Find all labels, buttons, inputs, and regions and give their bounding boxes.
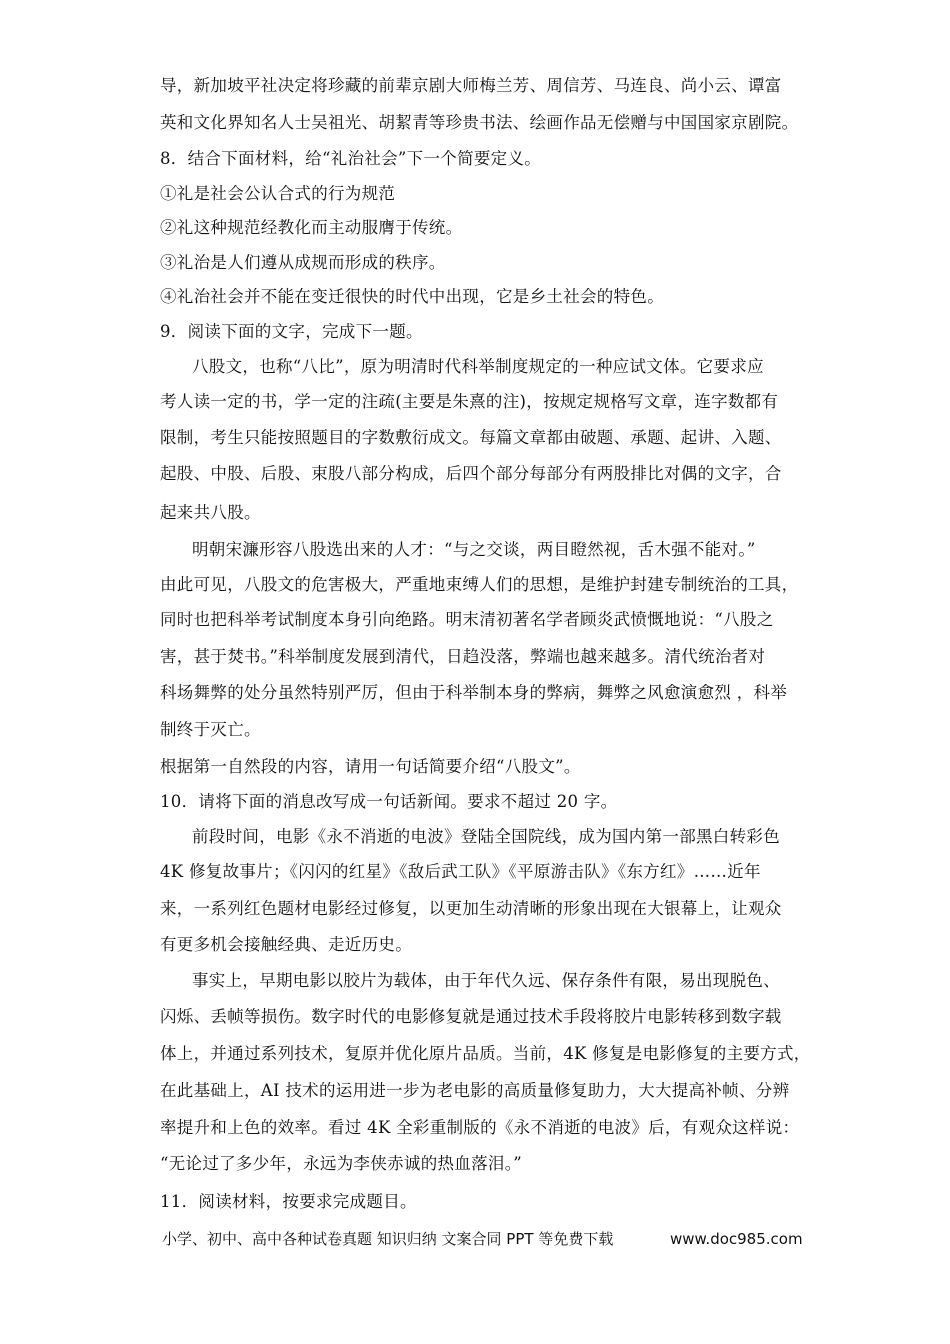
paragraph-line: 同时也把科举考试制度本身引向绝路。明末清初著名学者顾炎武愤慨地说：“八股之 [160,610,774,629]
page-footer [162,1229,802,1249]
footer-site-link[interactable]: www.doc985.com [670,1230,803,1248]
question-prompt: 根据第一自然段的内容，请用一句话简要介绍“八股文”。 [160,757,581,776]
text-line: 导，新加坡平社决定将珍藏的前辈京剧大师梅兰芳、周信芳、马连良、尚小云、谭富 [160,76,782,95]
footer-text: 小学、初中、高中各种试卷真题 知识归纳 文案合同 PPT 等免费下载 [162,1230,614,1248]
paragraph-line: 有更多机会接触经典、走近历史。 [160,935,412,954]
paragraph-line: 限制，考生只能按照题目的字数敷衍成文。每篇文章都由破题、承题、起讲、入题、 [160,428,782,447]
paragraph-line: 由此可见，八股文的危害极大，严重地束缚人们的思想，是维护封建专制统治的工具， [160,575,799,594]
paragraph-line: 科场舞弊的处分虽然特别严厉，但由于科举制本身的弊病，舞弊之风愈演愈烈 ，科举 [160,683,788,702]
paragraph-line: 在此基础上，AI 技术的运用进一步为老电影的高质量修复助力，大大提高补帧、分辨 [160,1081,790,1100]
list-item: ③礼治是人们遵从成规而形成的秩序。 [160,253,446,272]
paragraph-line: 起股、中股、后股、束股八部分构成，后四个部分每部分有两股排比对偶的文字，合 [160,464,782,483]
list-item: ④礼治社会并不能在变迁很快的时代中出现，它是乡土社会的特色。 [160,287,664,306]
question-10: 10．请将下面的消息改写成一句话新闻。要求不超过 20 字。 [160,792,618,811]
paragraph-line: 4K 修复故事片；《闪闪的红星》《敌后武工队》《平原游击队》《东方红》……近年 [160,862,761,881]
paragraph-line: 闪烁、丢帧等损伤。数字时代的电影修复就是通过技术手段将胶片电影转移到数字载 [160,1007,782,1026]
paragraph-line: 前段时间，电影《永不消逝的电波》登陆全国院线，成为国内第一部黑白转彩色 [192,827,780,846]
paragraph-line: 明朝宋濂形容八股选出来的人才：“与之交谈，两目瞪然视，舌木强不能对。” [192,540,756,559]
list-item: ②礼这种规范经教化而主动服膺于传统。 [160,218,463,237]
paragraph-line: 害，甚于焚书。”科举制度发展到清代，日趋没落，弊端也越来越多。清代统治者对 [160,647,766,666]
paragraph-line: 率提升和上色的效率。看过 4K 全彩重制版的《永不消逝的电波》后，有观众这样说： [160,1118,800,1137]
question-9: 9．阅读下面的文字，完成下一题。 [160,322,423,341]
question-8: 8．结合下面材料，给“礼治社会”下一个简要定义。 [160,149,542,168]
paragraph-line: 事实上，早期电影以胶片为载体，由于年代久远、保存条件有限，易出现脱色、 [192,971,780,990]
text-line: 英和文化界知名人士吴祖光、胡絜青等珍贵书法、绘画作品无偿赠与中国国家京剧院。 [160,113,799,132]
paragraph-line: 体上，并通过系列技术，复原并优化原片品质。当前，4K 修复是电影修复的主要方式， [160,1044,811,1063]
paragraph-line: 考人读一定的书，学一定的注疏(主要是朱熹的注)，按规定规格写文章，连字数都有 [160,392,779,411]
paragraph-line: 起来共八股。 [160,503,261,522]
question-11: 11．阅读材料，按要求完成题目。 [160,1192,417,1211]
paragraph-line: 八股文，也称“八比”，原为明清时代科举制度规定的一种应试文体。它要求应 [192,357,764,376]
paragraph-line: 制终于灭亡。 [160,720,261,739]
list-item: ①礼是社会公认合式的行为规范 [160,184,396,203]
paragraph-line: “无论过了多少年，永远为李侠赤诚的热血落泪。” [160,1154,523,1173]
paragraph-line: 来，一系列红色题材电影经过修复，以更加生动清晰的形象出现在大银幕上，让观众 [160,899,782,918]
